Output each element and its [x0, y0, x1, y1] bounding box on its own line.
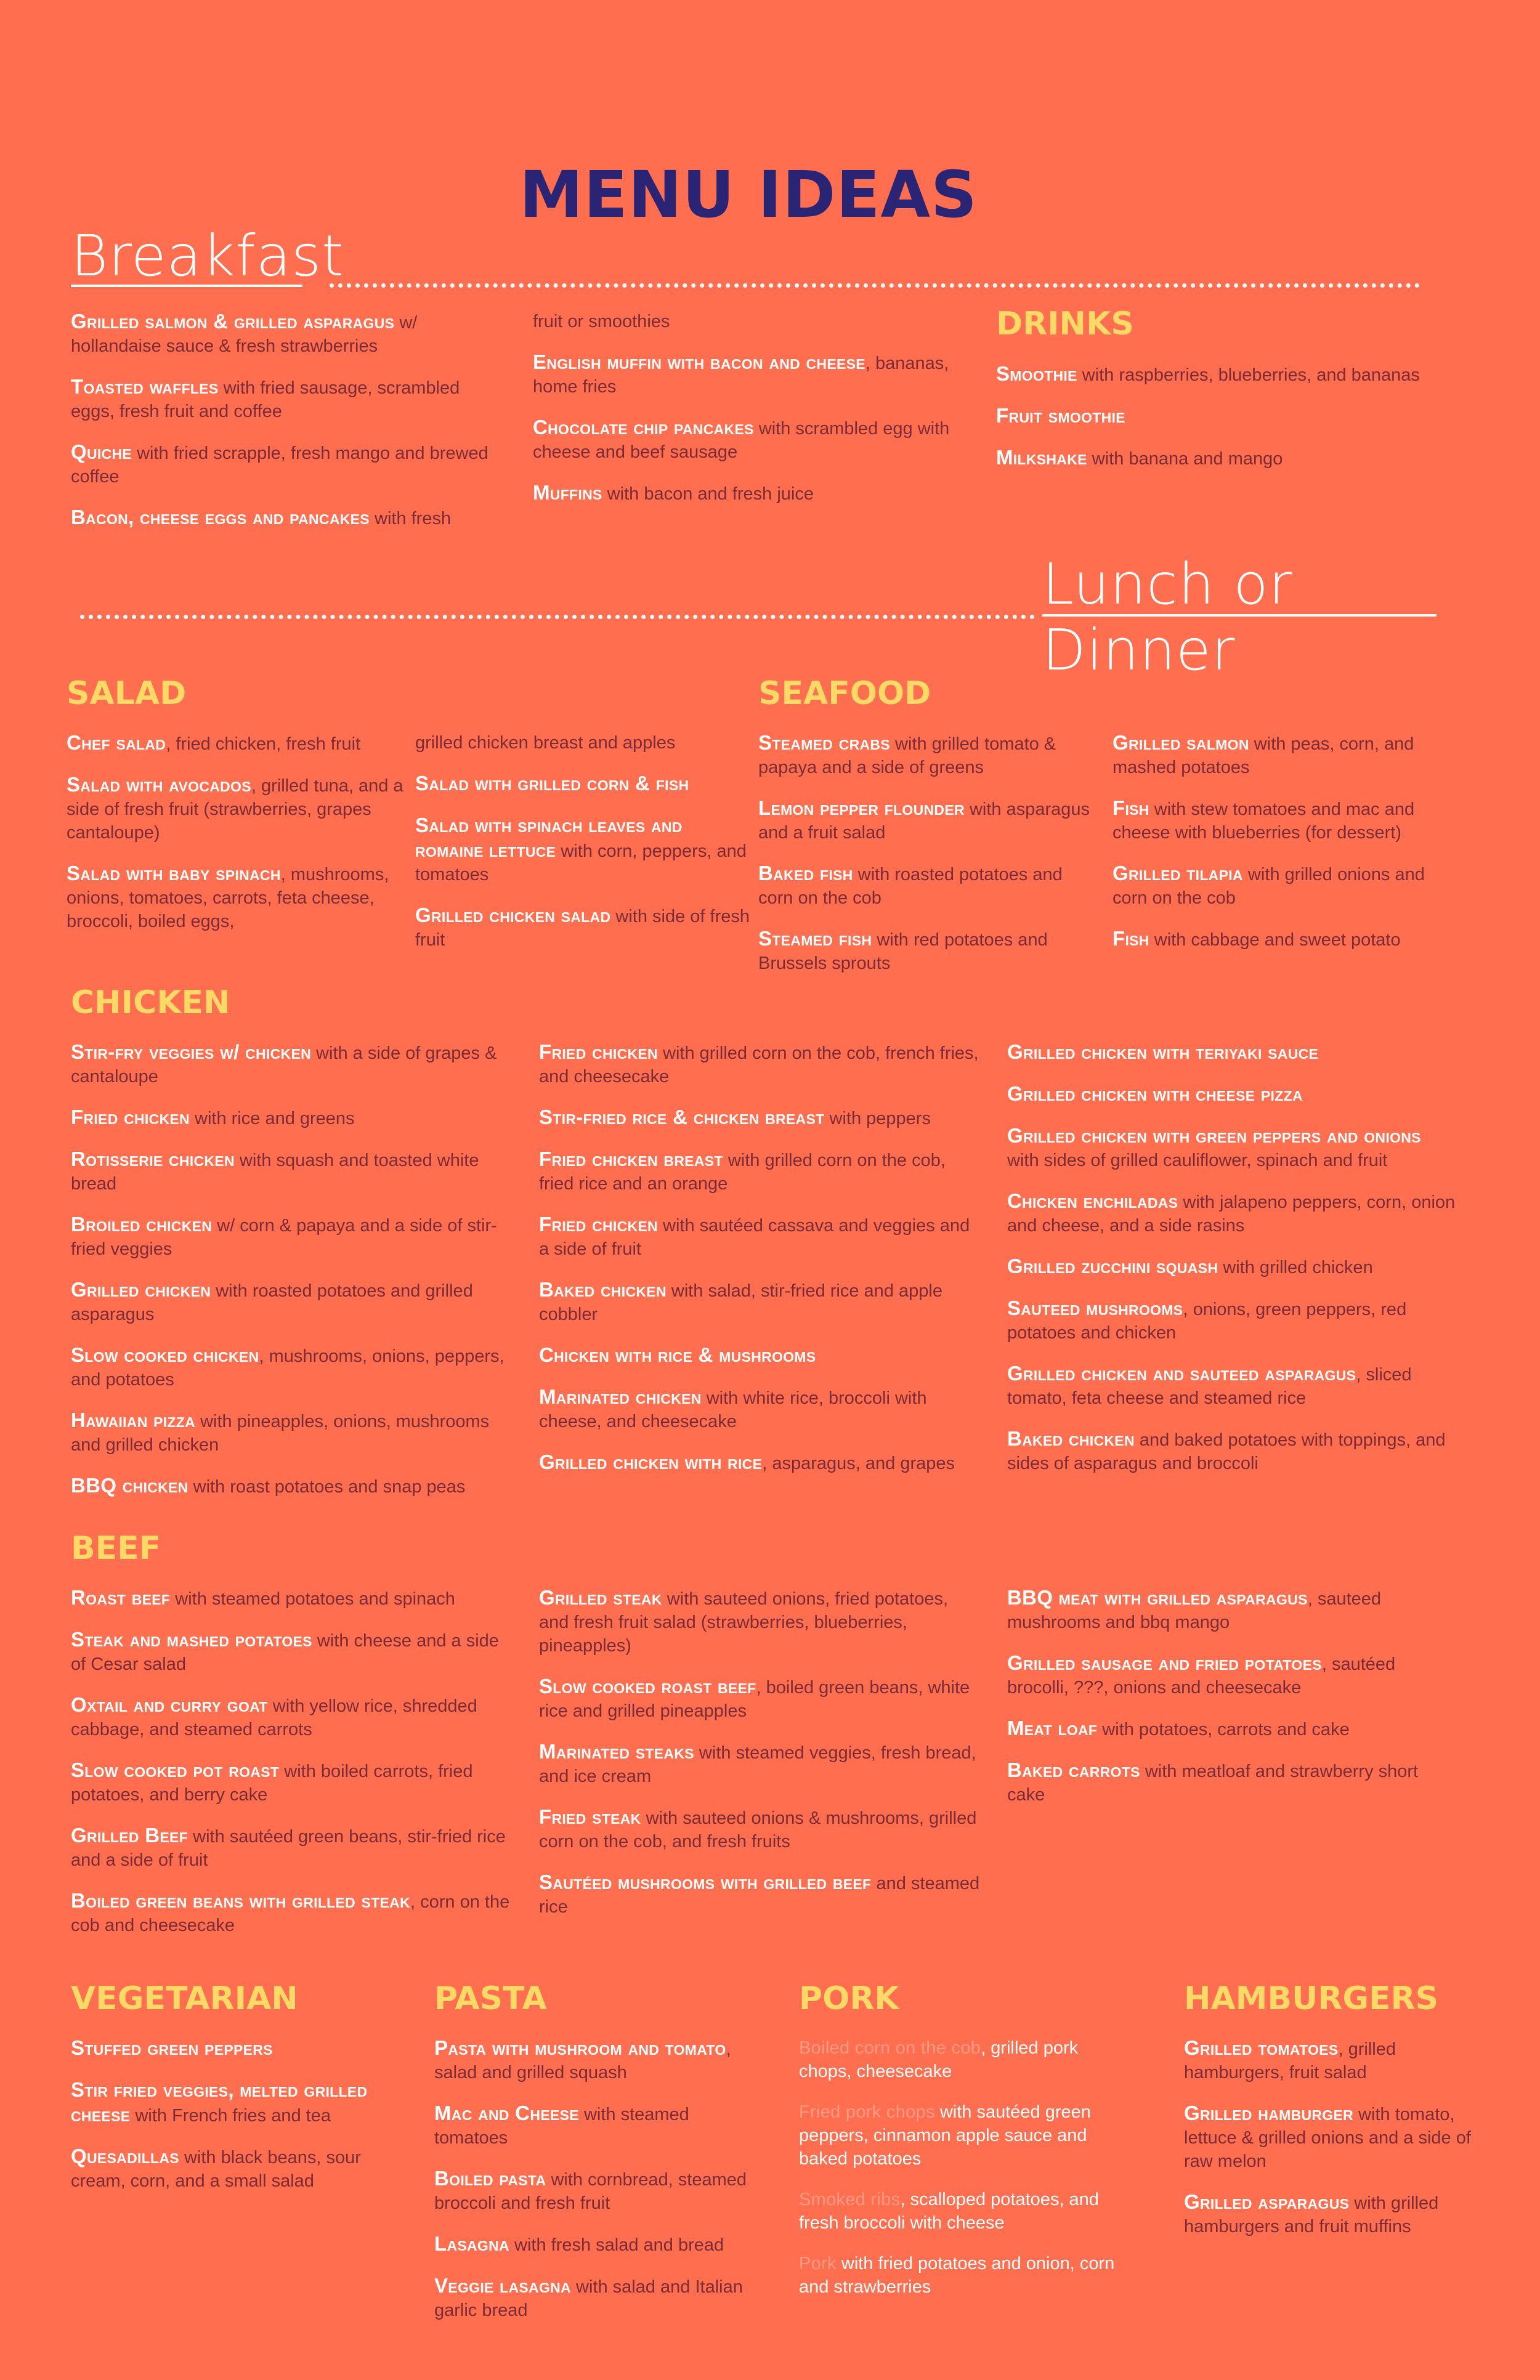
menu-item	[434, 2274, 767, 2322]
menu-item-name: Grilled chicken with teriyaki sauce	[1007, 1040, 1319, 1063]
menu-item	[71, 1889, 514, 1937]
menu-item	[71, 1278, 514, 1326]
menu-item-description: with rice and greens	[189, 1109, 355, 1128]
menu-item-name: Salad with avocados	[67, 773, 251, 796]
menu-item-description: with scrambled egg with cheese and beef sausage	[533, 419, 950, 462]
menu-item	[533, 350, 958, 399]
menu-item-description: , sliced tomato, feta cheese and steamed rice	[1007, 1365, 1412, 1408]
menu-item-name: Slow cooked pot roast	[71, 1759, 280, 1781]
menu-item-description: with grilled chicken	[1218, 1258, 1373, 1277]
menu-item	[799, 2252, 1132, 2299]
menu-item-name: Grilled chicken with rice	[539, 1451, 763, 1473]
menu-item-description: with cornbread, steamed broccoli and fresh fruit	[434, 2170, 747, 2213]
menu-item-description: , sauteed mushrooms and bbq mango	[1007, 1589, 1382, 1632]
menu-item-name: Grilled chicken	[71, 1278, 211, 1301]
menu-item-description: grilled chicken breast and apples	[415, 733, 676, 753]
menu-item-name: Fruit smoothie	[996, 404, 1125, 427]
menu-item-description: with grilled corn on the cob, fried rice and an orange	[539, 1151, 946, 1194]
menu-item-description: with black beans, sour cream, corn, and a small salad	[71, 2148, 361, 2191]
menu-item-description: with potatoes, carrots and cake	[1097, 1720, 1350, 1739]
menu-item-name: Grilled tomatoes	[1184, 2036, 1339, 2059]
menu-item-name: Fried chicken	[539, 1040, 658, 1063]
menu-item-description: , grilled tuna, and a side of fresh fruit (strawberries, grapes cantaloupe)	[67, 776, 403, 843]
drinks-list	[996, 362, 1421, 488]
menu-item-description: with boiled carrots, fried potatoes, and berry cake	[71, 1762, 473, 1805]
menu-item-description: with fried potatoes and onion, corn and strawberries	[799, 2254, 1115, 2297]
menu-item-description: with fried scrapple, fresh mango and brewed coffee	[71, 443, 488, 487]
menu-item-description: with asparagus and a fruit salad	[758, 799, 1090, 843]
menu-item	[758, 731, 1097, 779]
menu-item-name: Stir fried veggies, melted grilled cheese	[71, 2078, 368, 2126]
menu-item-name: Grilled chicken salad	[415, 904, 611, 926]
menu-item-description: with banana and mango	[1087, 449, 1283, 469]
menu-item	[71, 375, 496, 423]
menu-item	[1184, 2102, 1492, 2173]
menu-item	[996, 362, 1421, 387]
menu-item	[71, 440, 496, 488]
menu-item-description: with yellow rice, shredded cabbage, and steamed carrots	[71, 1696, 477, 1739]
menu-item	[539, 1385, 983, 1433]
chicken-heading: CHICKEN	[71, 984, 230, 1021]
hamburgers-list	[1184, 2036, 1492, 2256]
menu-item	[71, 1824, 514, 1872]
menu-item-description: with sauteed onions & mushrooms, grilled corn on the cob, and fresh fruits	[539, 1808, 977, 1852]
menu-item-name: Hawaiian pizza	[71, 1409, 196, 1431]
menu-item-name: Muffins	[533, 481, 602, 504]
menu-item-description: , asparagus, and grapes	[762, 1454, 955, 1473]
menu-item-name: Grilled Beef	[71, 1824, 188, 1847]
menu-item	[71, 2036, 403, 2061]
menu-item-name: Quesadillas	[71, 2145, 179, 2168]
menu-item-description: with tomato, lettuce & grilled onions and a side of raw melon	[1184, 2105, 1471, 2171]
menu-item-description: , sautéed brocolli, ???, onions and cheesecake	[1007, 1654, 1396, 1698]
menu-item	[71, 2145, 403, 2193]
menu-item-description: with pineapples, onions, mushrooms and grilled chicken	[71, 1412, 490, 1455]
menu-item-description: with peas, corn, and mashed potatoes	[1112, 734, 1414, 777]
menu-item-name: Stuffed green peppers	[71, 2036, 273, 2059]
menu-item-name: Bacon, cheese eggs and pancakes	[71, 506, 370, 528]
menu-item	[799, 2188, 1132, 2235]
menu-item	[434, 2232, 767, 2257]
menu-item	[1007, 1040, 1457, 1065]
menu-item-name: Pasta with mushroom and tomato	[434, 2036, 726, 2059]
breakfast-column-1	[71, 310, 496, 548]
menu-item-name: BBQ chicken	[71, 1474, 188, 1497]
menu-item-name: Broiled chicken	[71, 1213, 213, 1236]
beef-heading: BEEF	[71, 1530, 161, 1567]
menu-item-description: with roasted potatoes and corn on the cob	[758, 865, 1063, 908]
menu-item-name: Stir-fried rice & chicken breast	[539, 1106, 825, 1128]
menu-item-description: w/ corn & papaya and a side of stir-fried veggies	[71, 1216, 497, 1259]
menu-item	[415, 814, 754, 886]
menu-item	[539, 1343, 983, 1368]
menu-item-description: with steamed potatoes and spinach	[170, 1589, 455, 1609]
menu-item-name: Grilled asparagus	[1184, 2190, 1350, 2213]
menu-item-name: Boiled corn on the cob	[799, 2038, 981, 2058]
menu-item	[539, 1871, 983, 1919]
menu-item-name: Fish	[1112, 796, 1149, 819]
menu-item-name: Boiled green beans with grilled steak	[71, 1889, 411, 1912]
menu-item-name: Fried chicken breast	[539, 1148, 723, 1170]
menu-item-name: Veggie lasagna	[434, 2274, 571, 2297]
lunch-dotted-divider	[80, 615, 1035, 619]
menu-item	[71, 1213, 514, 1261]
menu-item	[1007, 1362, 1457, 1410]
menu-item-description: with steamed tomatoes	[434, 2105, 689, 2148]
menu-item-name: Salad with grilled corn & fish	[415, 772, 689, 795]
menu-item	[1007, 1717, 1457, 1741]
menu-item-name: Baked chicken	[539, 1278, 667, 1301]
menu-item-description: with red potatoes and Brussels sprouts	[758, 930, 1048, 973]
menu-item-name: Fried chicken	[71, 1106, 190, 1128]
menu-item-name: Toasted waffles	[71, 375, 219, 398]
menu-item-description: with squash and toasted white bread	[71, 1151, 479, 1194]
menu-item-name: Grilled salmon	[1112, 731, 1249, 754]
menu-item-description: with salad, stir-fried rice and apple cobbler	[539, 1281, 942, 1324]
menu-item-name: English muffin with bacon and cheese	[533, 350, 865, 373]
menu-item-name: Oxtail and curry goat	[71, 1693, 268, 1716]
menu-item	[71, 1759, 514, 1807]
menu-item-description: with salad and Italian garlic bread	[434, 2277, 743, 2320]
menu-item-name: Boiled pasta	[434, 2167, 546, 2190]
menu-item	[533, 481, 958, 506]
menu-item	[1184, 2190, 1492, 2238]
menu-item-name: Grilled salmon & grilled asparagus	[71, 310, 395, 333]
menu-item-name: Grilled steak	[539, 1586, 662, 1609]
menu-item	[1112, 731, 1451, 779]
menu-item	[996, 446, 1421, 471]
menu-item-description: with cabbage and sweet potato	[1149, 930, 1401, 950]
menu-item-name: Sautéed mushrooms with grilled beef	[539, 1871, 872, 1893]
salad-heading: SALAD	[67, 675, 187, 712]
seafood-heading: SEAFOOD	[758, 675, 931, 712]
menu-item-name: Grilled sausage and fried potatoes	[1007, 1651, 1322, 1674]
menu-item	[434, 2102, 767, 2150]
menu-item-name: Milkshake	[996, 446, 1087, 469]
menu-item-description: with sauteed onions, fried potatoes, and fresh fruit salad (strawberries, blueberries, pineapples)	[539, 1589, 949, 1656]
menu-item	[71, 1343, 514, 1391]
menu-item-description: with roast potatoes and snap peas	[188, 1477, 466, 1497]
menu-item-name: Pork	[799, 2254, 837, 2273]
breakfast-heading: Breakfast	[71, 223, 345, 289]
menu-item-description: with fresh salad and bread	[509, 2235, 724, 2255]
menu-item	[67, 862, 405, 933]
menu-item-name: Baked chicken	[1007, 1427, 1135, 1450]
menu-item-description: and steamed rice	[539, 1874, 980, 1917]
menu-item	[415, 731, 754, 755]
menu-item	[71, 1586, 514, 1611]
menu-item-description: with peppers	[824, 1109, 931, 1128]
menu-item	[71, 1106, 514, 1130]
menu-item	[71, 506, 496, 530]
menu-item-name: Meat loaf	[1007, 1717, 1098, 1739]
menu-item	[71, 1628, 514, 1676]
menu-item	[539, 1675, 983, 1723]
beef-column-1	[71, 1586, 514, 1954]
menu-item	[758, 862, 1097, 910]
menu-item-name: Salad with baby spinach	[67, 862, 281, 884]
menu-item	[1007, 1651, 1457, 1699]
menu-item-name: Fried steak	[539, 1805, 641, 1828]
menu-item-description: , corn on the cob and cheesecake	[71, 1892, 510, 1935]
menu-item-name: Chocolate chip pancakes	[533, 416, 754, 439]
menu-item-description: with a side of grapes & cantaloupe	[71, 1043, 497, 1087]
menu-item-name: Smoked ribs	[799, 2190, 901, 2209]
menu-item	[539, 1586, 983, 1658]
chicken-column-1	[71, 1040, 514, 1516]
menu-item-description: with cheese and a side of Cesar salad	[71, 1631, 499, 1674]
menu-item-name: Grilled tilapia	[1112, 862, 1243, 884]
menu-item-description: , boiled green beans, white rice and grilled pineapples	[539, 1678, 970, 1721]
menu-item-name: Smoothie	[996, 362, 1077, 385]
menu-item-description: , grilled pork chops, cheesecake	[799, 2038, 1079, 2081]
menu-item-description: , bananas, home fries	[533, 354, 949, 397]
seafood-column-2	[1112, 731, 1451, 969]
vegetarian-heading: VEGETARIAN	[71, 1980, 298, 2017]
salad-column-2	[415, 731, 754, 969]
menu-item-name: Stir-fry veggies w/ chicken	[71, 1040, 311, 1063]
pork-list	[799, 2036, 1132, 2316]
chicken-column-3	[1007, 1040, 1457, 1492]
menu-item-name: Steamed crabs	[758, 731, 890, 754]
menu-item	[1007, 1427, 1457, 1475]
menu-item-description: , onions, green peppers, red potatoes and chicken	[1007, 1300, 1407, 1343]
menu-item	[71, 2078, 403, 2127]
menu-item-name: Salad with spinach leaves and romaine lettuce	[415, 814, 683, 861]
menu-item	[539, 1451, 983, 1475]
menu-item	[415, 904, 754, 952]
hamburgers-heading: HAMBURGERS	[1184, 1980, 1439, 2017]
lunch-dinner-heading: Lunch or Dinner	[1042, 551, 1437, 617]
menu-item-description: with fried sausage, scrambled eggs, fresh fruit and coffee	[71, 378, 460, 421]
menu-item-description: and baked potatoes with toppings, and sides of asparagus and broccoli	[1007, 1430, 1446, 1473]
menu-item-name: Fish	[1112, 927, 1149, 950]
menu-item	[434, 2167, 767, 2215]
menu-item	[71, 1474, 514, 1499]
menu-item	[1007, 1082, 1457, 1107]
menu-item-name: Roast beef	[71, 1586, 171, 1609]
menu-item-description: with stew tomatoes and mac and cheese with blueberries (for dessert)	[1112, 799, 1415, 843]
menu-item-description: with fresh	[369, 509, 452, 528]
menu-item	[71, 1040, 514, 1088]
menu-item	[539, 1148, 983, 1196]
menu-item-name: Marinated chicken	[539, 1385, 702, 1408]
menu-item-name: Steamed fish	[758, 927, 872, 950]
menu-item	[71, 310, 496, 358]
menu-item-description: with French fries and tea	[130, 2106, 331, 2126]
breakfast-column-2	[533, 310, 958, 523]
pasta-list	[434, 2036, 767, 2339]
menu-item-name: Rotisserie chicken	[71, 1148, 235, 1170]
menu-item-name: Sauteed mushrooms	[1007, 1297, 1183, 1319]
menu-item-description: with roasted potatoes and grilled asparagus	[71, 1281, 473, 1324]
menu-item-name: Grilled hamburger	[1184, 2102, 1354, 2124]
menu-item	[1007, 1586, 1457, 1634]
menu-item	[799, 2100, 1132, 2171]
menu-item	[533, 310, 958, 333]
menu-item-name: Chicken with rice & mushrooms	[539, 1343, 816, 1366]
menu-item	[1184, 2036, 1492, 2084]
menu-item	[758, 927, 1097, 975]
menu-item-description: , fried chicken, fresh fruit	[166, 734, 361, 754]
menu-item-name: Lemon pepper flounder	[758, 796, 965, 819]
menu-item-name: Slow cooked roast beef	[539, 1675, 756, 1698]
menu-item	[415, 772, 754, 796]
menu-item	[799, 2036, 1132, 2083]
menu-item-name: Grilled chicken with cheese pizza	[1007, 1082, 1303, 1105]
menu-item-name: Grilled chicken with green peppers and onions	[1007, 1124, 1421, 1147]
pasta-heading: PASTA	[434, 1980, 547, 2017]
menu-item-description: , salad and grilled squash	[434, 2039, 731, 2082]
menu-item-name: Baked carrots	[1007, 1759, 1140, 1781]
menu-item-description: with jalapeno peppers, corn, onion and cheese, and a side rasins	[1007, 1192, 1456, 1236]
menu-item-name: Lasagna	[434, 2232, 509, 2255]
salad-column-1	[67, 731, 405, 950]
menu-item-name: Grilled chicken and sauteed asparagus	[1007, 1362, 1356, 1385]
menu-item-description: with white rice, broccoli with cheese, and cheesecake	[539, 1388, 927, 1431]
menu-item-description: fruit or smoothies	[533, 312, 670, 331]
pork-heading: PORK	[799, 1980, 899, 2017]
menu-item	[67, 731, 405, 756]
menu-item-description: with bacon and fresh juice	[602, 484, 814, 504]
menu-item	[71, 1693, 514, 1741]
seafood-column-1	[758, 731, 1097, 992]
menu-item	[539, 1213, 983, 1261]
menu-item-description: with steamed veggies, fresh bread, and ice cream	[539, 1743, 976, 1786]
menu-item	[539, 1805, 983, 1853]
menu-item	[1007, 1124, 1457, 1172]
menu-item	[1007, 1297, 1457, 1345]
menu-item	[1007, 1189, 1457, 1237]
menu-item-name: Chicken enchiladas	[1007, 1189, 1178, 1212]
menu-item-description: , mushrooms, onions, tomatoes, carrots, feta cheese, broccoli, boiled eggs,	[67, 865, 389, 931]
menu-item-name: Grilled zucchini squash	[1007, 1255, 1218, 1277]
chicken-column-2	[539, 1040, 983, 1492]
menu-item-name: Fried pork chops	[799, 2102, 935, 2122]
menu-item-description: with raspberries, blueberries, and bananas	[1077, 365, 1420, 385]
menu-item	[533, 416, 958, 464]
menu-item-description: with grilled onions and corn on the cob	[1112, 865, 1425, 908]
menu-item-name: Mac and Cheese	[434, 2102, 579, 2124]
vegetarian-list	[71, 2036, 403, 2210]
menu-item-description: with side of fresh fruit	[415, 907, 750, 950]
menu-item-name: BBQ meat with grilled asparagus	[1007, 1586, 1308, 1609]
menu-item-description: with meatloaf and strawberry short cake	[1007, 1762, 1419, 1805]
menu-item-description: with grilled tomato & papaya and a side of greens	[758, 734, 1056, 777]
menu-item-description: with sides of grilled cauliflower, spinach and fruit	[1007, 1151, 1388, 1170]
menu-item-name: Baked fish	[758, 862, 853, 884]
menu-item-description: with grilled hamburgers and fruit muffins	[1184, 2193, 1439, 2236]
menu-item	[71, 1409, 514, 1457]
menu-item-description: w/ hollandaise sauce & fresh strawberries	[71, 313, 418, 356]
page-title: MENU IDEAS	[519, 157, 978, 232]
menu-item	[1112, 796, 1451, 844]
menu-item	[434, 2036, 767, 2084]
menu-item-name: Steak and mashed potatoes	[71, 1628, 312, 1651]
menu-item	[1007, 1255, 1457, 1279]
menu-item	[539, 1106, 983, 1130]
breakfast-dotted-divider	[330, 283, 1420, 288]
menu-item	[758, 796, 1097, 844]
menu-item	[539, 1040, 983, 1088]
menu-item	[539, 1740, 983, 1788]
menu-item-name: Chef salad	[67, 731, 166, 754]
menu-item	[1007, 1759, 1457, 1807]
drinks-heading: DRINKS	[996, 306, 1134, 342]
menu-item-description: with sautéed green peppers, cinnamon apple sauce and baked potatoes	[799, 2102, 1091, 2169]
menu-item-description: with sautéed cassava and veggies and a side of fruit	[539, 1216, 970, 1259]
menu-item	[71, 1148, 514, 1196]
menu-item	[67, 773, 405, 844]
menu-item-name: Fried chicken	[539, 1213, 658, 1236]
menu-item-description: , grilled hamburgers, fruit salad	[1184, 2039, 1396, 2082]
menu-item	[539, 1278, 983, 1326]
menu-item-description: , mushrooms, onions, peppers, and potatoes	[71, 1346, 505, 1390]
menu-item	[1112, 862, 1451, 910]
beef-column-3	[1007, 1586, 1457, 1824]
menu-item	[1112, 927, 1451, 952]
menu-item-description: with corn, peppers, and tomatoes	[415, 841, 747, 884]
menu-item-description: , scalloped potatoes, and fresh broccoli with cheese	[799, 2190, 1099, 2233]
menu-item-description: with grilled corn on the cob, french fries, and cheesecake	[539, 1043, 979, 1087]
menu-item-name: Quiche	[71, 440, 132, 463]
beef-column-2	[539, 1586, 983, 1936]
menu-item-name: Slow cooked chicken	[71, 1343, 259, 1366]
menu-item	[996, 404, 1421, 429]
menu-item-description: with sautéed green beans, stir-fried rice and a side of fruit	[71, 1827, 506, 1870]
menu-item-name: Marinated steaks	[539, 1740, 694, 1763]
